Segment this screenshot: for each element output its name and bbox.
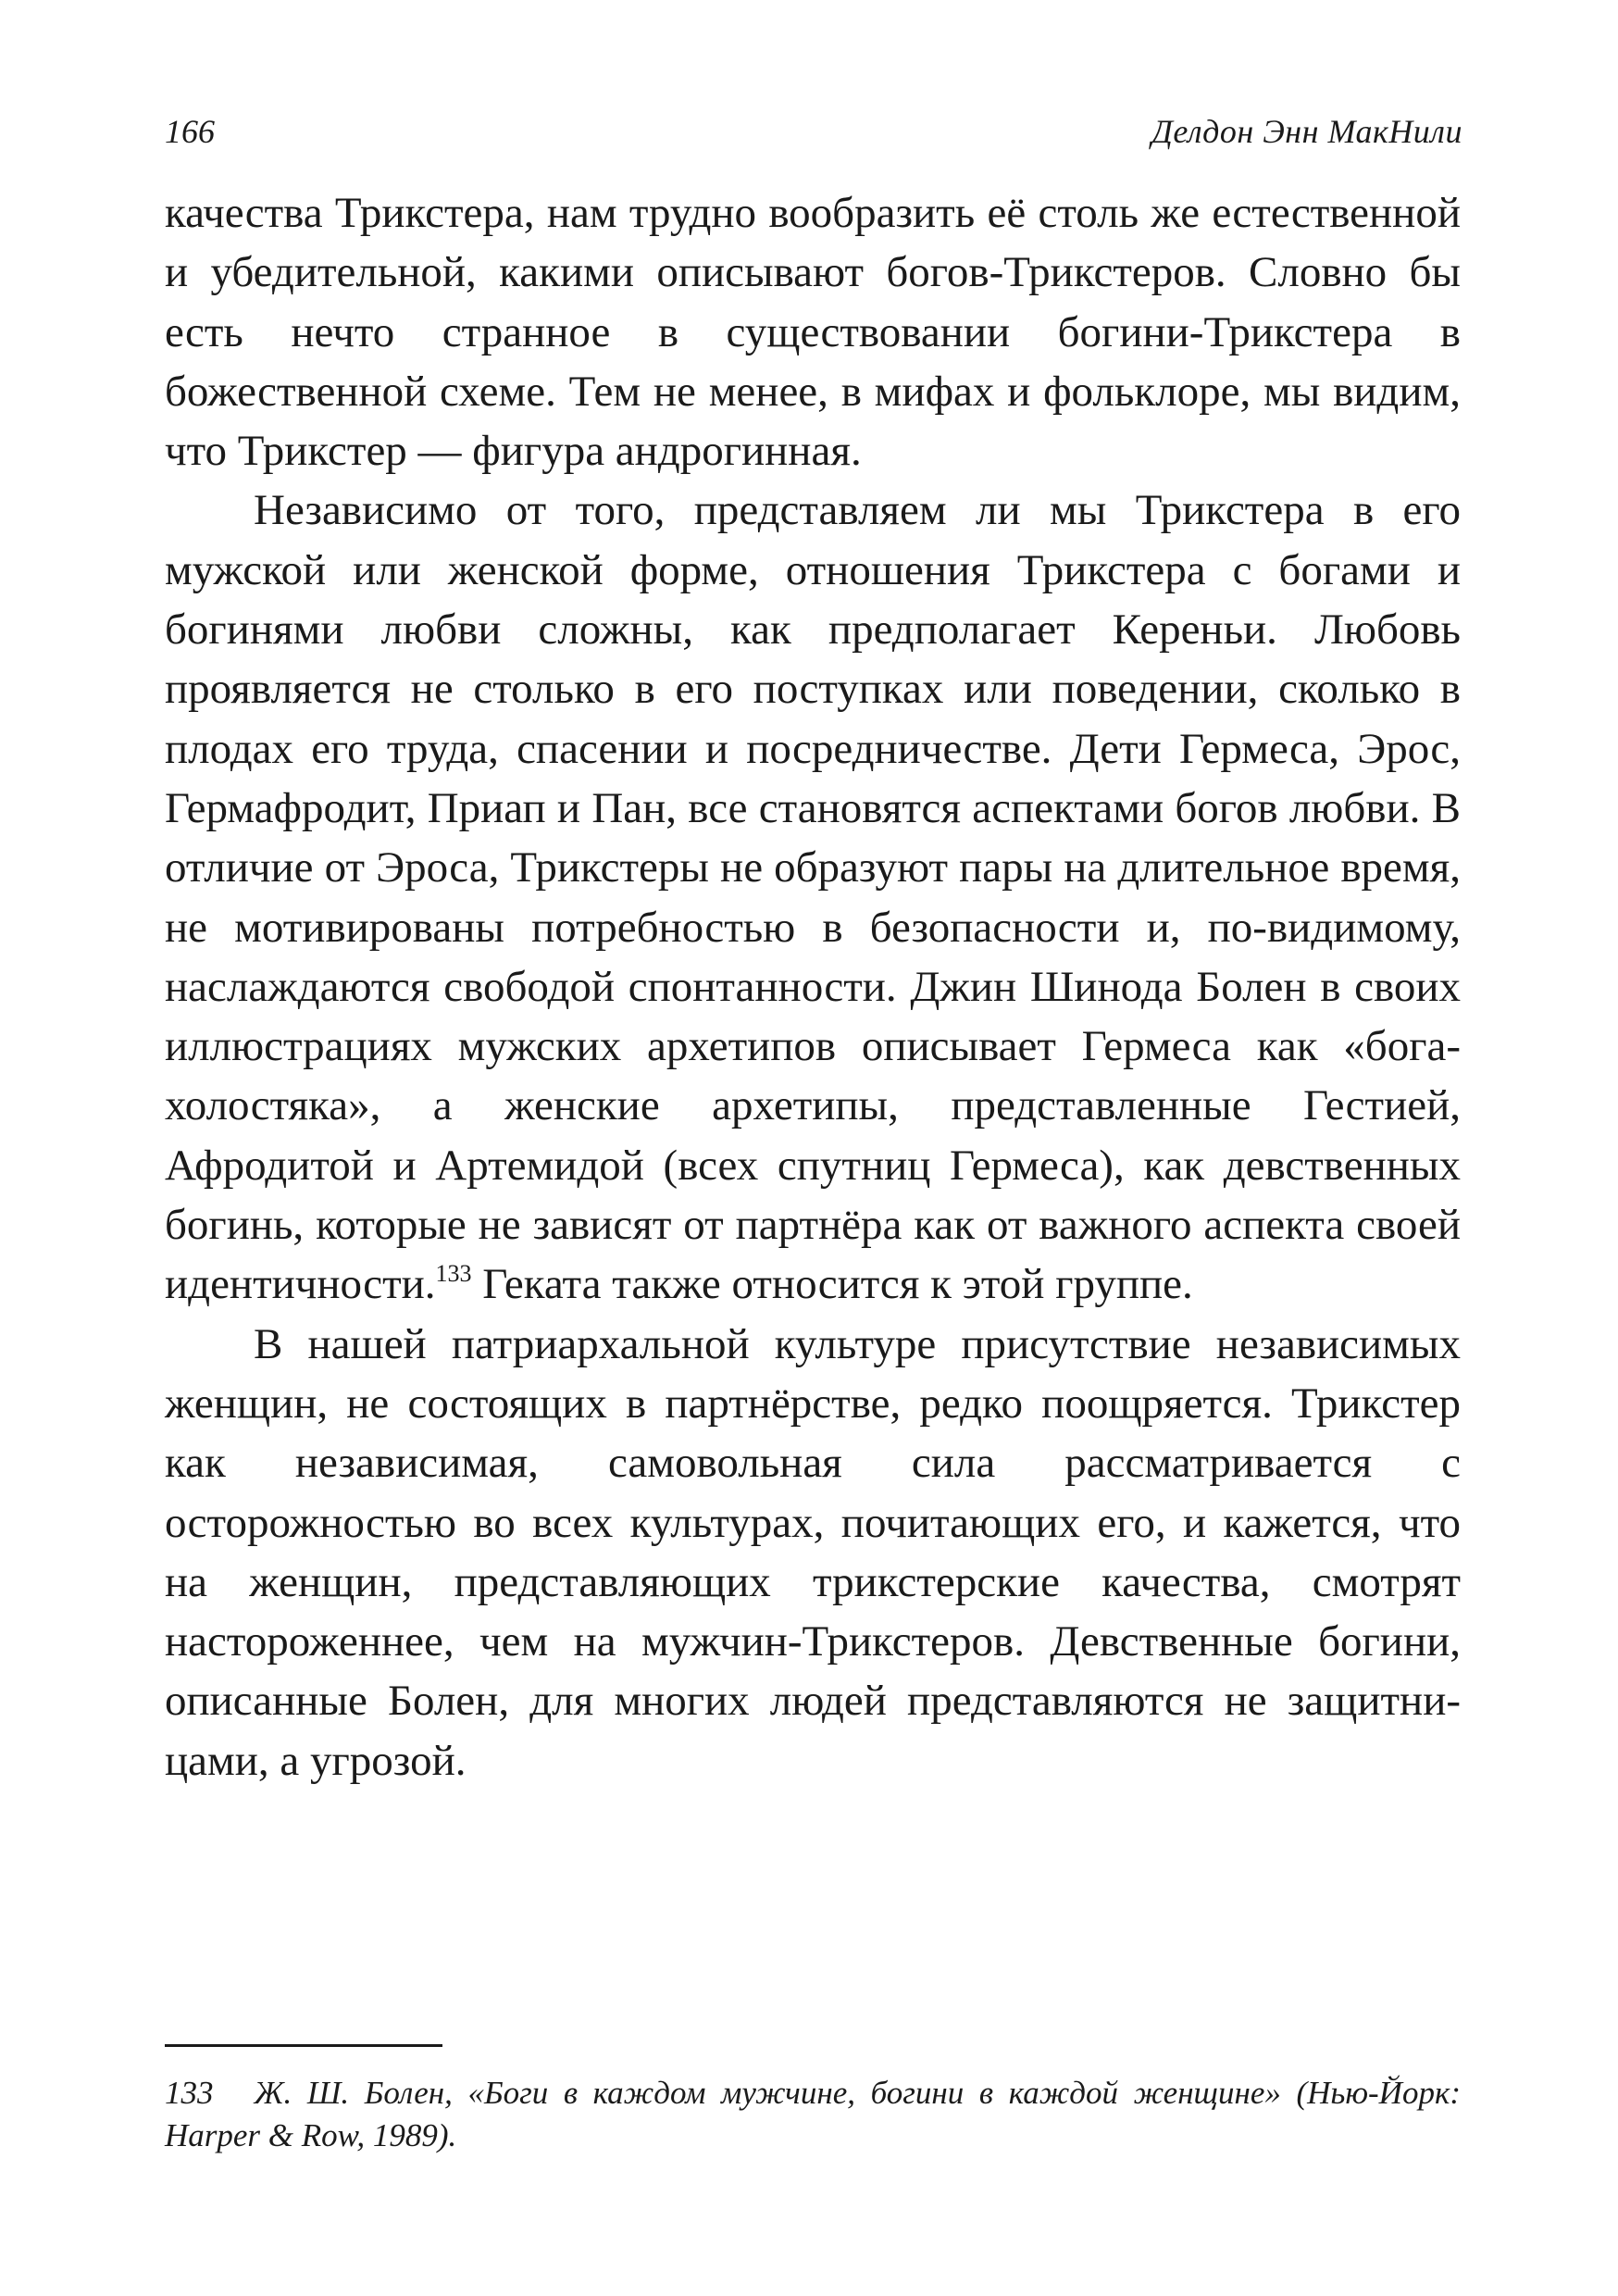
body-text <box>165 183 1461 1791</box>
page-number: 166 <box>165 113 215 150</box>
running-head <box>165 109 1462 154</box>
paragraph <box>165 480 1461 1314</box>
footnote-text: Ж. Ш. Болен, «Боги в каждом мужчине, богини в каждой женщине» (Нью-Йорк: Harper & Row, 1989). <box>165 2075 1461 2153</box>
paragraph: В нашей патриархальной культуре присутствие независимых женщин, не состоящих в партнёрстве, редко поощряется. Трикстер как независимая, самовольная сила рассматривается с осторожностью во всех культурах, почитающих его, и кажется, что на женщин, представляющих трикстерские качества, смотрят настороженнее, чем на мужчин-Трикстеров. Девственные богини, описанные Болен, для многих людей представляются не защитницами, а угрозой. <box>165 1319 1461 1785</box>
paragraph: качества Трикстера, нам трудно вообразить её столь же естественной и убедительной, какими описывают богов-Трикстеров. Словно бы есть нечто странное в существовании богини-Трикстера в божественной схеме. Тем не менее, в мифах и фольклоре, мы видим, что Трикстер — фигура андрогинная. <box>165 189 1461 476</box>
running-title: Делдон Энн МакНили <box>1151 113 1462 150</box>
paragraph-text: Независимо от того, представляем ли мы Трикстера в его мужской или женской форме, отношения Трикстера с богами и богинями любви сложны, как предполагает Кереньи. Любовь проявляется не столько в его поступках или поведении, сколько в плодах его труда, спасении и посредничестве. Дети Гермеса, Эрос, Гермафродит, Приап и Пан, все становятся аспектами богов любви. В отличие от Эроса, Трикстеры не образуют пары на длительное время, не мотивированы потребностью в безопасности и, по-видимому, наслаждаются свободой спонтанности. Джин Шинода Болен в своих иллюстрациях мужских архетипов описывает Гермеса как «бога-холостяка», а женские архетипы, представленные Гестией, Афродитой и Артемидой (всех спутниц Гермеса), как девственных богинь, которые не зависят от партнёра как от важного аспекта своей идентичности. <box>165 486 1461 1309</box>
footnote-divider <box>165 2044 442 2047</box>
footnote-number: 133 <box>165 2075 214 2111</box>
paragraph-text: Геката также относится к этой группе. <box>471 1260 1193 1309</box>
footnote-reference[interactable]: 133 <box>435 1260 472 1288</box>
footnote <box>165 2072 1461 2157</box>
